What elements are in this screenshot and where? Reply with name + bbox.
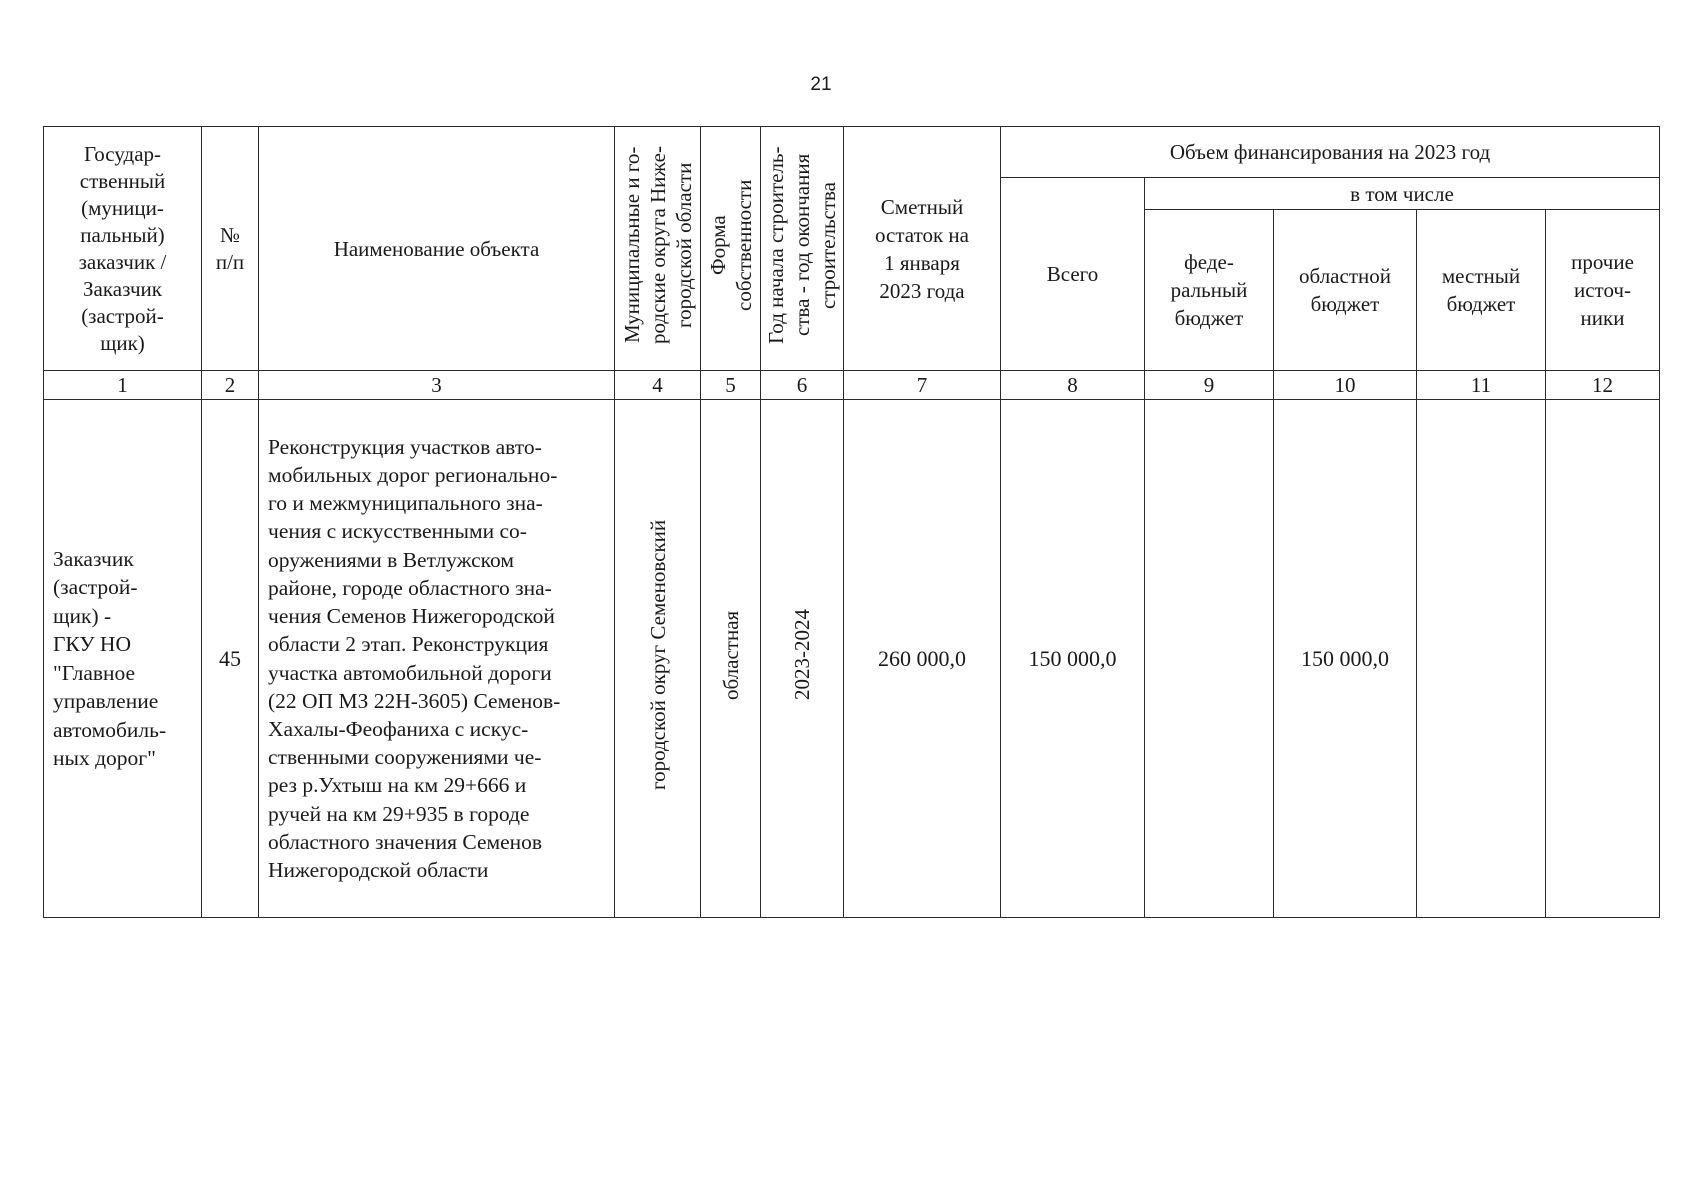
header-regional: областной бюджет bbox=[1274, 210, 1417, 371]
header-object-name: Наименование объекта bbox=[259, 127, 615, 371]
column-number: 1 bbox=[44, 371, 202, 400]
column-number: 7 bbox=[844, 371, 1001, 400]
cell-regional: 150 000,0 bbox=[1274, 400, 1417, 918]
header-other: прочие источ- ники bbox=[1546, 210, 1660, 371]
column-number: 12 bbox=[1546, 371, 1660, 400]
column-number: 4 bbox=[615, 371, 701, 400]
header-number: № п/п bbox=[202, 127, 259, 371]
column-number: 5 bbox=[701, 371, 761, 400]
header-ownership-text: Форма собственности bbox=[705, 179, 756, 311]
column-number: 9 bbox=[1145, 371, 1274, 400]
header-local: местный бюджет bbox=[1417, 210, 1546, 371]
cell-ownership-text: областная bbox=[718, 610, 743, 700]
cell-other bbox=[1546, 400, 1660, 918]
header-total: Всего bbox=[1001, 178, 1145, 371]
cell-municipality bbox=[615, 400, 701, 918]
column-number: 8 bbox=[1001, 371, 1145, 400]
header-municipality bbox=[615, 127, 701, 371]
cell-object-name: Реконструкция участков авто- мобильных дорог регионально- го и межмуниципального зна- чения с искусственными со- оружениями в Ветлужском районе, городе областного зна- чения Семенов Нижегородской области 2 этап. Реконструкция участка автомобильной дороги (22 ОП МЗ 22Н-3605) Семенов- Хахалы-Феофаниха с искус- ственными сооружениями че- рез р.Ухтыш на км 29+666 и ручей на км 29+935 в городе областного значения Семенов Нижегородской области bbox=[259, 400, 615, 918]
cell-federal bbox=[1145, 400, 1274, 918]
header-years-text: Год начала строитель- ства - год окончания строительства bbox=[764, 146, 840, 344]
column-number: 3 bbox=[259, 371, 615, 400]
column-number: 11 bbox=[1417, 371, 1546, 400]
header-ownership bbox=[701, 127, 761, 371]
header-estimate: Сметный остаток на 1 января 2023 года bbox=[844, 127, 1001, 371]
header-federal: феде- ральный бюджет bbox=[1145, 210, 1274, 371]
header-municipality-text: Муниципальные и го- родские округа Ниже- городской области bbox=[619, 146, 696, 344]
financing-table bbox=[43, 126, 1660, 918]
cell-total: 150 000,0 bbox=[1001, 400, 1145, 918]
cell-municipality-text: городской округ Семеновский bbox=[645, 519, 670, 791]
cell-number: 45 bbox=[202, 400, 259, 918]
header-customer: Государ- ственный (муници- пальный) заказчик / Заказчик (застрой- щик) bbox=[44, 127, 202, 371]
cell-years-text: 2023-2024 bbox=[790, 609, 814, 701]
table-row bbox=[44, 400, 1660, 918]
page-number: 21 bbox=[810, 74, 832, 95]
header-years bbox=[761, 127, 844, 371]
cell-customer: Заказчик (застрой- щик) - ГКУ НО "Главное управление автомобиль- ных дорог" bbox=[44, 400, 202, 918]
cell-years bbox=[761, 400, 844, 918]
column-number: 6 bbox=[761, 371, 844, 400]
column-number: 10 bbox=[1274, 371, 1417, 400]
header-including: в том числе bbox=[1145, 178, 1660, 210]
cell-estimate: 260 000,0 bbox=[844, 400, 1001, 918]
column-number: 2 bbox=[202, 371, 259, 400]
cell-local bbox=[1417, 400, 1546, 918]
cell-ownership bbox=[701, 400, 761, 918]
header-funding-group: Объем финансирования на 2023 год bbox=[1001, 127, 1660, 178]
